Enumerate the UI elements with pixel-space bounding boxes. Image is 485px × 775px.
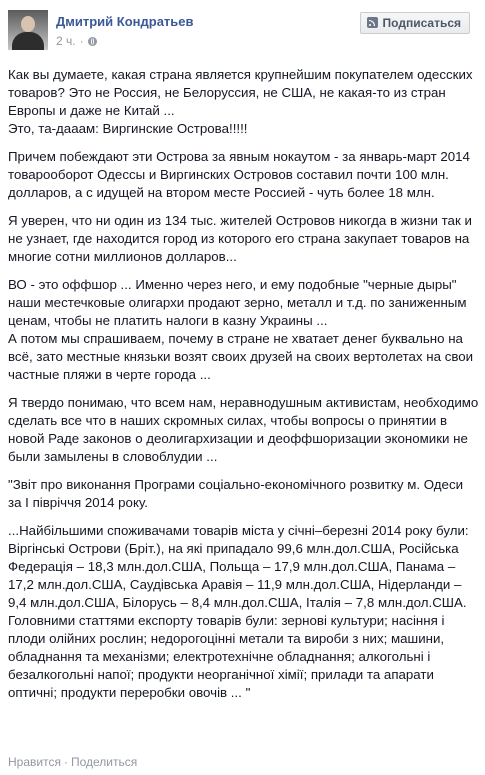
post-paragraph: Как вы думаете, какая страна является крупнейшим покупателем одесских товаров? Это не Россия, не Белоруссия, не США, не какая-то из стран Европы и даже не Китай ... Это, та-дааам: Виргинские Острова!!!!! [8, 67, 473, 136]
post-text [8, 66, 480, 712]
actions-separator: · [63, 755, 68, 769]
post-time[interactable]: 2 ч. [56, 34, 76, 48]
post-meta [56, 34, 97, 48]
subscribe-label: Подписаться [382, 16, 461, 30]
like-link[interactable]: Нравится [8, 755, 61, 769]
share-link[interactable]: Поделиться [70, 755, 138, 769]
avatar-head [21, 16, 35, 32]
post-paragraph: ВО - это оффшор ... Именно через него, и ему подобные "черные дыры" наши местечковые олигархи продают зерно, металл и т.д. по заниженным ценам, чтобы не платить налоги в казну Украины ... А потом мы спрашиваем, почему в стране не хватает денег буквально на всё, зато местные князьки возят своих друзей на своих вертолетах на свои частные пляжи в черте города ... [8, 277, 474, 382]
avatar[interactable] [8, 10, 48, 50]
globe-icon[interactable] [88, 37, 97, 46]
author-name[interactable]: Дмитрий Кондратьев [56, 14, 194, 29]
subscribe-button[interactable] [360, 12, 470, 34]
post-paragraph: Я твердо понимаю, что всем нам, неравнодушным активистам, необходимо сделать все что в наших скромных силах, чтобы вопросы о принятии в новой Раде законов о деолигархизации и деоффшоризации экономики не были замылены в словоблудии ... [8, 395, 479, 464]
avatar-shoulders [12, 32, 44, 50]
post-paragraph: "Звіт про виконання Програми соціально-економічного розвитку м. Одеси за І півріччя 2014 року. [8, 477, 464, 510]
post-paragraph: ...Найбільшими споживачами товарів міста у січні–березні 2014 року були: Віргінські Острови (Бріт.), на які припадало 99,6 млн.дол.США, Російська Федерація – 18,3 млн.дол.США, Польща – 17,9 млн.дол.США, Панама – 17,2 млн.дол.США, Саудівська Аравія – 11,9 млн.дол.США, Нідерланди – 9,4 млн.дол.США, Білорусь – 8,4 млн.дол.США, Італія – 7,8 млн.дол.США. Головними статтями експорту товарів були: зернові культури; насіння і плоди олійних рослин; недорогоцінні метали та вироби з них; машини, обладнання та механізми; електротехнічне обладнання; алкогольні і безалкогольні напої; продукти неорганічної хімії; прилади та апарати оптичні; продукти переробки овочів ... " [8, 523, 469, 700]
post-paragraph: Я уверен, что ни один из 134 тыс. жителей Островов никогда в жизни так и не узнает, где находится город из которого его страна закупает товаров на многие сотни миллионов долларов... [8, 213, 472, 264]
meta-separator: · [79, 34, 84, 48]
post-header [8, 8, 478, 54]
post-actions [8, 755, 137, 769]
rss-icon [367, 17, 378, 28]
post-paragraph: Причем побеждают эти Острова за явным нокаутом - за январь-март 2014 товарооборот Одессы и Виргинских Островов составил почти 100 млн. долларов, а с идущей на втором месте Россией - чуть более 18 млн. [8, 149, 470, 200]
